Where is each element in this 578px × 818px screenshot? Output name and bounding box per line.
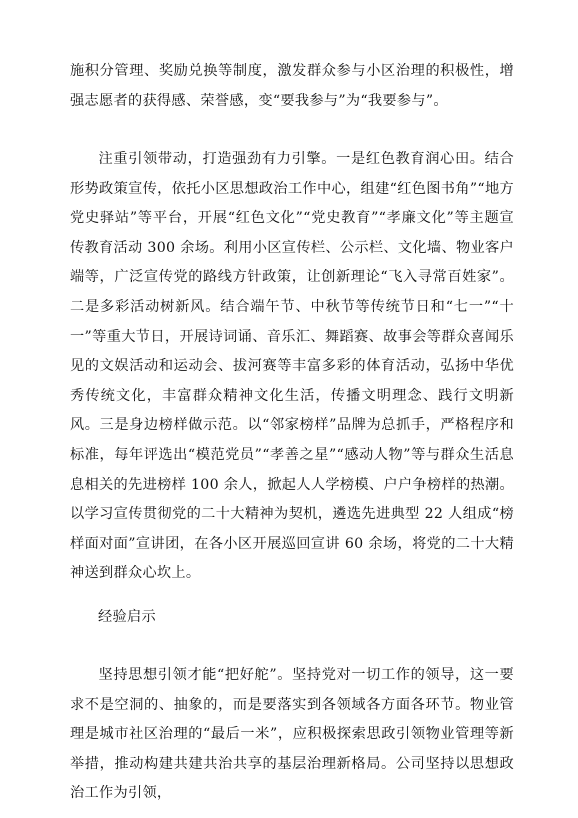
paragraph-ideological-guidance: 坚持思想引领才能“把好舵”。坚持党对一切工作的领导，这一要求不是空洞的、抽象的，而是要落实到各领域各方面各环节。物业管理是城市社区治理的“最后一米”，应积极探索思政引领物业管理等新举措，推动构建共建共治共享的基层治理新格局。公司坚持以思想政治工作为引领， bbox=[70, 667, 514, 802]
paragraph-guidance-engine: 注重引领带动，打造强劲有力引擎。一是红色教育润心田。结合形势政策宣传，依托小区思想政治工作中心，组建“红色图书角”“地方党史驿站”等平台，开展“红色文化”“党史教育”“孝廉文化”等主题宣传教育活动 300 余场。利用小区宣传栏、公示栏、文化墙、物业客户端等，广泛宣传党的路线方针政策，让创新理论“飞入寻常百姓家”。二是多彩活动树新风。结合端午节、中秋节等传统节日和“七一”“十一”等重大节日，开展诗词诵、音乐汇、舞蹈赛、故事会等群众喜闻乐见的文娱活动和运动会、拔河赛等丰富多彩的体育活动，弘扬中华优秀传统文化，丰富群众精神文化生活，传播文明理念、践行文明新风。三是身边榜样做示范。以“邻家榜样”品牌为总抓手，严格程序和标准，每年评选出“模范党员”“孝善之星”“感动人物”等与群众生活息息相关的先进榜样 100 余人，掀起人人学榜模、户户争榜样的热潮。以学习宣传贯彻党的二十大精神为契机，遴选先进典型 22 人组成“榜样面对面”宣讲团，在各小区开展巡回宣讲 60 余场，将党的二十大精神送到群众心坎上。 bbox=[70, 151, 514, 582]
section-heading-experience: 经验启示 bbox=[98, 609, 156, 625]
paragraph-volunteer-incentives: 施积分管理、奖励兑换等制度，激发群众参与小区治理的积极性，增强志愿者的获得感、荣誉感，变“要我参与”为“我要参与”。 bbox=[70, 63, 514, 109]
